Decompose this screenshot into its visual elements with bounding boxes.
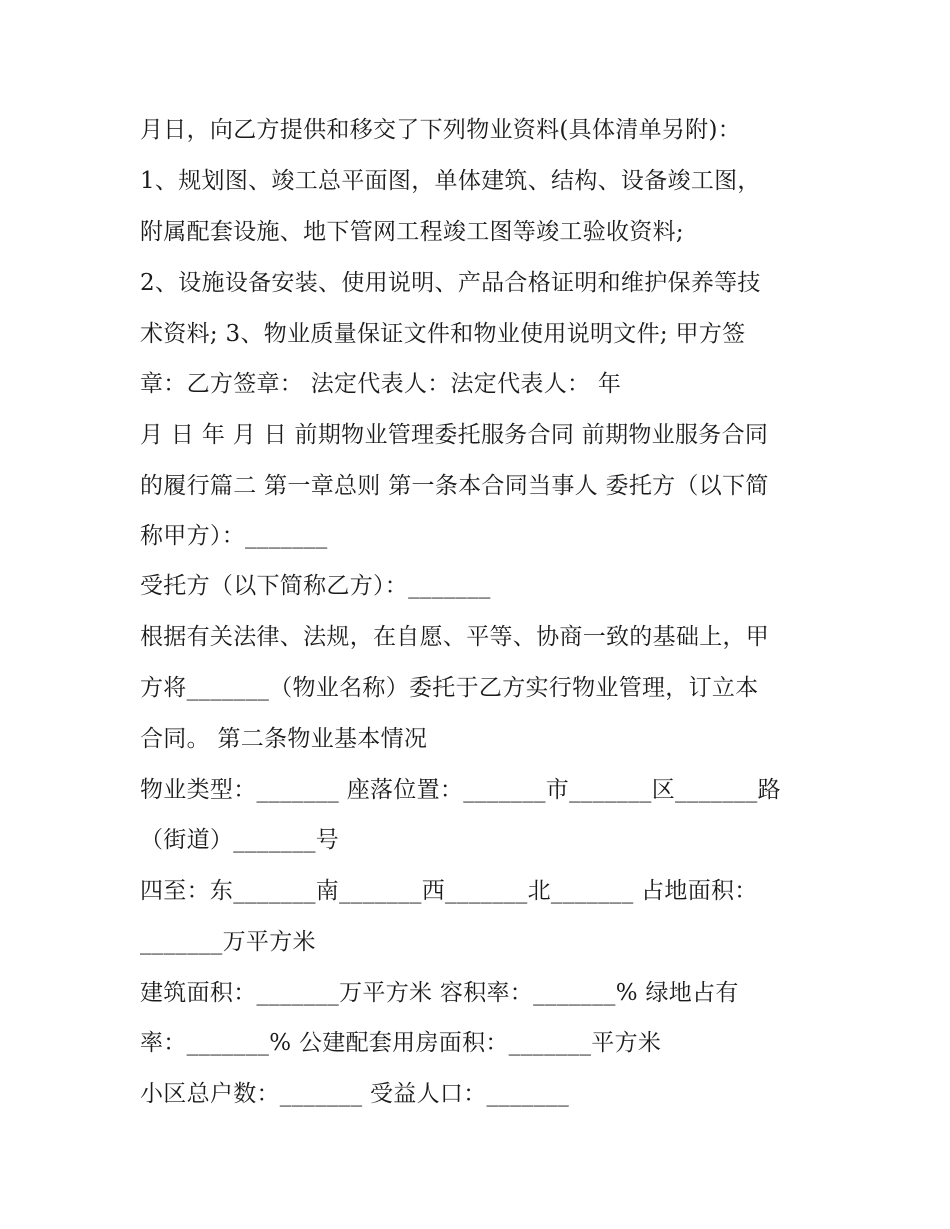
text-line-17: _______万平方米 (140, 929, 316, 955)
text-line-2: 1、规划图、竣工总平面图，单体建筑、结构、设备竣工图， (140, 168, 761, 194)
text-line-4: 2、设施设备安装、使用说明、产品合格证明和维护保养等技 (140, 270, 761, 296)
text-line-10: 受托方（以下简称乙方）：_______ (140, 573, 491, 599)
text-line-18: 建筑面积：_______万平方米 容积率：_______% 绿地占有 (140, 980, 739, 1006)
text-line-5: 术资料; 3、物业质量保证文件和物业使用说明文件; 甲方签 (140, 321, 746, 347)
text-line-12: 方将_______（物业名称）委托于乙方实行物业管理，订立本 (140, 675, 759, 701)
text-line-13: 合同。 第二条物业基本情况 (140, 726, 428, 752)
text-line-20: 小区总户数：_______ 受益人口：_______ (140, 1081, 570, 1107)
text-line-1: 月日，向乙方提供和移交了下列物业资料(具体清单另附)： (140, 117, 742, 143)
text-line-11: 根据有关法律、法规，在自愿、平等、协商一致的基础上，甲 (140, 624, 770, 650)
text-line-6: 章：乙方签章： 法定代表人：法定代表人： 年 (140, 371, 622, 397)
text-line-9: 称甲方）：_______ (140, 523, 328, 549)
text-line-7: 月 日 年 月 日 前期物业管理委托服务合同 前期物业服务合同 (140, 422, 769, 448)
text-line-3: 附属配套设施、地下管网工程竣工图等竣工验收资料; (140, 219, 684, 245)
text-line-19: 率：_______% 公建配套用房面积：_______平方米 (140, 1030, 662, 1056)
text-line-8: 的履行篇二 第一章总则 第一条本合同当事人 委托方（以下简 (140, 473, 769, 499)
text-line-15: （街道）_______号 (140, 827, 340, 853)
text-line-16: 四至：东_______南_______西_______北_______ 占地面积： (140, 878, 758, 904)
text-line-14: 物业类型：_______ 座落位置：_______市_______区_______路 (140, 777, 781, 803)
